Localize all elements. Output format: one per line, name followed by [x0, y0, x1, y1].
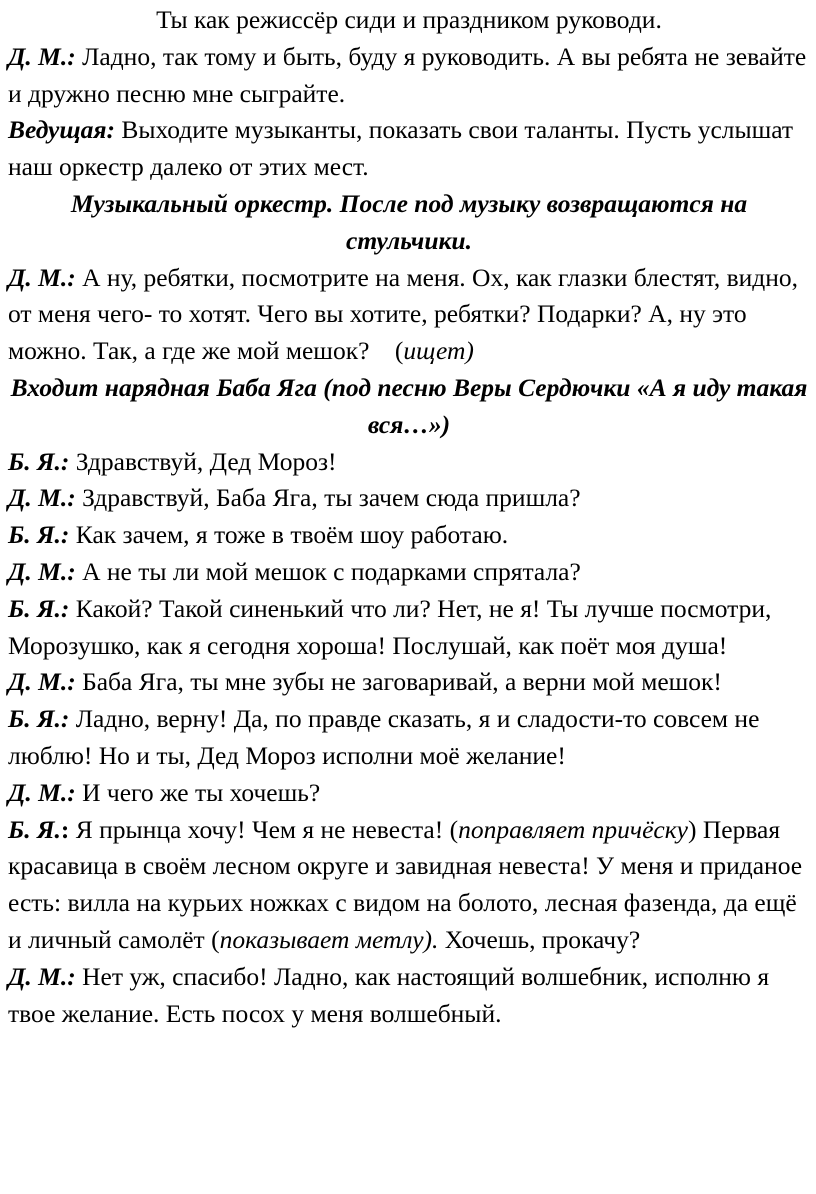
stage-direction: Входит нарядная Баба Яга (под песню Веры Сердючки «А я иду такая вся…»): [10, 372, 808, 439]
dialogue-line: [8, 112, 810, 186]
speaker-label: Д. М.:: [8, 262, 76, 292]
dialogue-text: Хочешь, прокачу?: [438, 924, 641, 954]
dialogue-text: Как зачем, я тоже в твоём шоу работаю.: [69, 520, 509, 550]
dialogue-line: [8, 554, 810, 591]
dialogue-text: А ну, ребятки, посмотрите на меня. Ох, как глазки блестят, видно, от меня чего- то хотят. Чего вы хотите, ребятки? Подарки? А, ну это можно. Так, а где же мой мешок? (: [8, 262, 805, 366]
dialogue-text: Баба Яга, ты мне зубы не заговаривай, а верни мой мешок!: [75, 667, 722, 697]
speaker-label: Д. М.:: [8, 483, 76, 513]
speaker-label: Ведущая:: [8, 115, 115, 145]
dialogue-text: Какой? Такой синенький что ли? Нет, не я! Ты лучше посмотри, Морозушко, как я сегодня хороша! Послушай, как поёт моя душа!: [8, 593, 772, 660]
dialogue-line: [8, 701, 810, 775]
speaker-label: Б. Я.:: [8, 446, 70, 476]
stage-note: показывает метлу).: [219, 924, 439, 954]
dialogue-line: [8, 812, 810, 959]
speaker-label: Д. М.:: [8, 667, 76, 697]
dialogue-line: [8, 517, 810, 554]
dialogue-line: [8, 775, 810, 812]
speaker-label: Б. Я.:: [8, 520, 70, 550]
dialogue-text: И чего же ты хочешь?: [75, 777, 321, 807]
speaker-label: Д. М.:: [8, 777, 76, 807]
dialogue-line: [8, 39, 810, 113]
dialogue-line: [8, 444, 810, 481]
stage-note: поправляет причёску: [458, 814, 688, 844]
speaker-label: Б. Я.:: [8, 704, 70, 734]
dialogue-text: Нет уж, спасибо! Ладно, как настоящий волшебник, исполню я твое желание. Есть посох у меня волшебный.: [8, 961, 770, 1028]
dialogue-line: [8, 591, 810, 665]
dialogue-line: [8, 664, 810, 701]
dialogue-text: Здравствуй, Баба Яга, ты зачем сюда пришла?: [75, 483, 581, 513]
dialogue-line: [8, 480, 810, 517]
dialogue-text: А не ты ли мой мешок с подарками спрятала?: [75, 556, 581, 586]
speaker-label: Б. Я.: [8, 814, 61, 844]
dialogue-text: Здравствуй, Дед Мороз!: [69, 446, 337, 476]
dialogue-text: Ты как режиссёр сиди и праздником руководи.: [156, 5, 662, 34]
speaker-colon: :: [60, 814, 70, 844]
dialogue-text: Я прынца хочу! Чем я не невеста! (: [69, 814, 459, 844]
text-line: [8, 2, 810, 39]
stage-direction: Музыкальный оркестр. После под музыку возвращаются на стульчики.: [70, 188, 748, 255]
speaker-label: Б. Я.:: [8, 593, 70, 623]
speaker-label: Д. М.:: [8, 41, 76, 71]
speaker-label: Д. М.:: [8, 556, 76, 586]
dialogue-text: ) Первая красавица в своём лесном округе и завидная невеста! У меня и приданое есть: вилла на курьих ножках с видом на болото, лесная фазенда, да ещё и личный самолёт (: [8, 814, 803, 954]
dialogue-text: Ладно, верну! Да, по правде сказать, я и сладости-то совсем не люблю! Но и ты, Дед Мороз исполни моё желание!: [8, 704, 760, 770]
dialogue-line: [8, 260, 810, 370]
dialogue-text: Ладно, так тому и быть, буду я руководить. А вы ребята не зевайте и дружно песню мне сыграйте.: [8, 41, 807, 108]
speaker-label: Д. М.:: [8, 961, 76, 991]
dialogue-text: Выходите музыканты, показать свои таланты. Пусть услышат наш оркестр далеко от этих мест.: [8, 115, 794, 182]
stage-note: ищет): [403, 336, 474, 366]
dialogue-line: [8, 959, 810, 1033]
